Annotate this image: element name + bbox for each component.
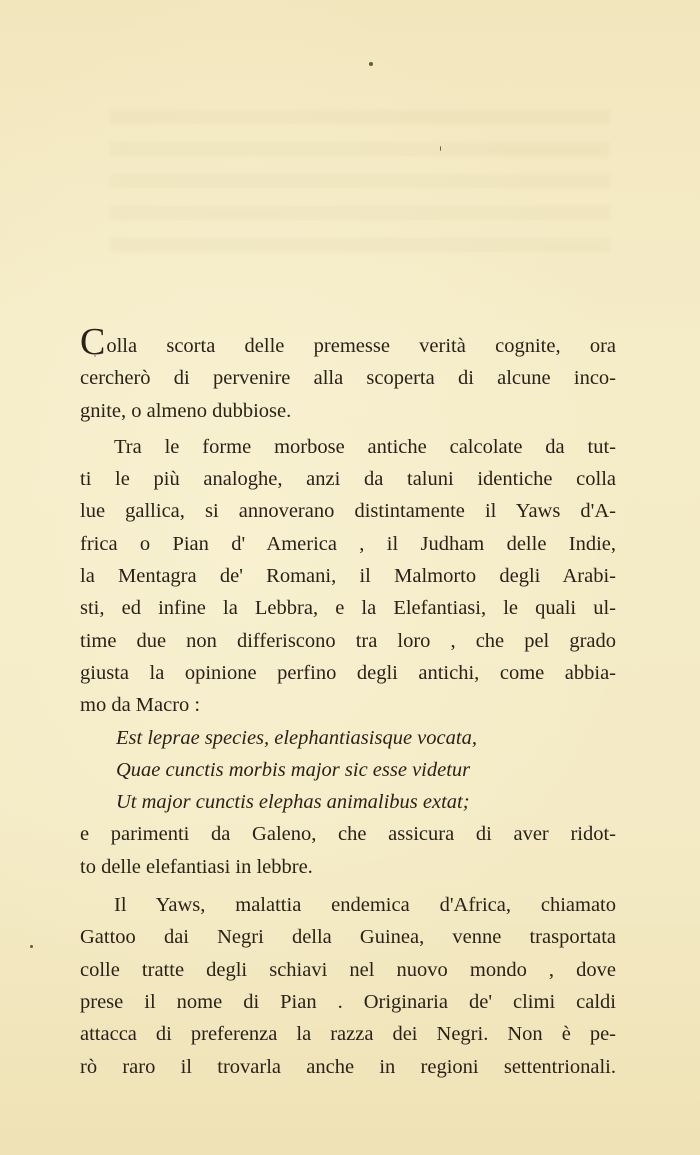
paragraph <box>80 321 616 427</box>
text-line <box>80 321 616 363</box>
text-line: giusta la opinione perfino degli antichi, come abbia- <box>80 661 616 684</box>
text-line: prese il nome di Pian . Originaria de' climi caldi <box>80 990 616 1013</box>
drop-cap: C <box>80 321 106 363</box>
text-line-content: olla scorta delle premesse verità cognite, ora <box>106 335 616 357</box>
text-line: time due non differiscono tra loro , che pel grado <box>80 629 616 652</box>
verse-line: Quae cunctis morbis major sic esse videtur <box>116 758 471 781</box>
text-line: rò raro il trovarla anche in regioni settentrionali. <box>80 1055 616 1078</box>
show-through-text <box>110 110 610 270</box>
text-line: e parimenti da Galeno, che assicura di aver ridot- <box>80 823 616 846</box>
text-line: frica o Pian d' America , il Judham delle Indie, <box>80 532 616 555</box>
text-line: colle tratte degli schiavi nel nuovo mondo , dove <box>80 958 616 981</box>
body-text <box>80 321 616 1083</box>
text-line: sti, ed infine la Lebbra, e la Elefantiasi, le quali ul- <box>80 597 616 620</box>
text-line: la Mentagra de' Romani, il Malmorto degli Arabi- <box>80 565 616 588</box>
text-line: mo da Macro : <box>80 694 201 717</box>
text-line: Il Yaws, malattia endemica d'Africa, chiamato <box>114 894 616 917</box>
text-line: Gattoo dai Negri della Guinea, venne trasportata <box>80 926 616 949</box>
text-line: cercherò di pervenire alla scoperta di alcune inco- <box>80 367 616 390</box>
paragraph <box>80 889 616 1083</box>
verse-line: Est leprae species, elephantiasisque vocata, <box>116 726 477 749</box>
text-line: Tra le forme morbose antiche calcolate da tut- <box>114 435 616 458</box>
text-line: attacca di preferenza la razza dei Negri. Non è pe- <box>80 1023 616 1046</box>
text-line: ti le più analoghe, anzi da taluni identiche colla <box>80 468 616 491</box>
text-line: gnite, o almeno dubbiose. <box>80 399 292 422</box>
text-line: lue gallica, si annoverano distintamente il Yaws d'A- <box>80 500 616 523</box>
ink-speck <box>369 62 373 66</box>
verse-line: Ut major cunctis elephas animalibus extat; <box>116 791 470 814</box>
ink-speck <box>30 945 33 948</box>
paragraph <box>80 431 616 883</box>
text-line: to delle elefantiasi in lebbre. <box>80 855 313 878</box>
ink-speck <box>440 146 441 151</box>
